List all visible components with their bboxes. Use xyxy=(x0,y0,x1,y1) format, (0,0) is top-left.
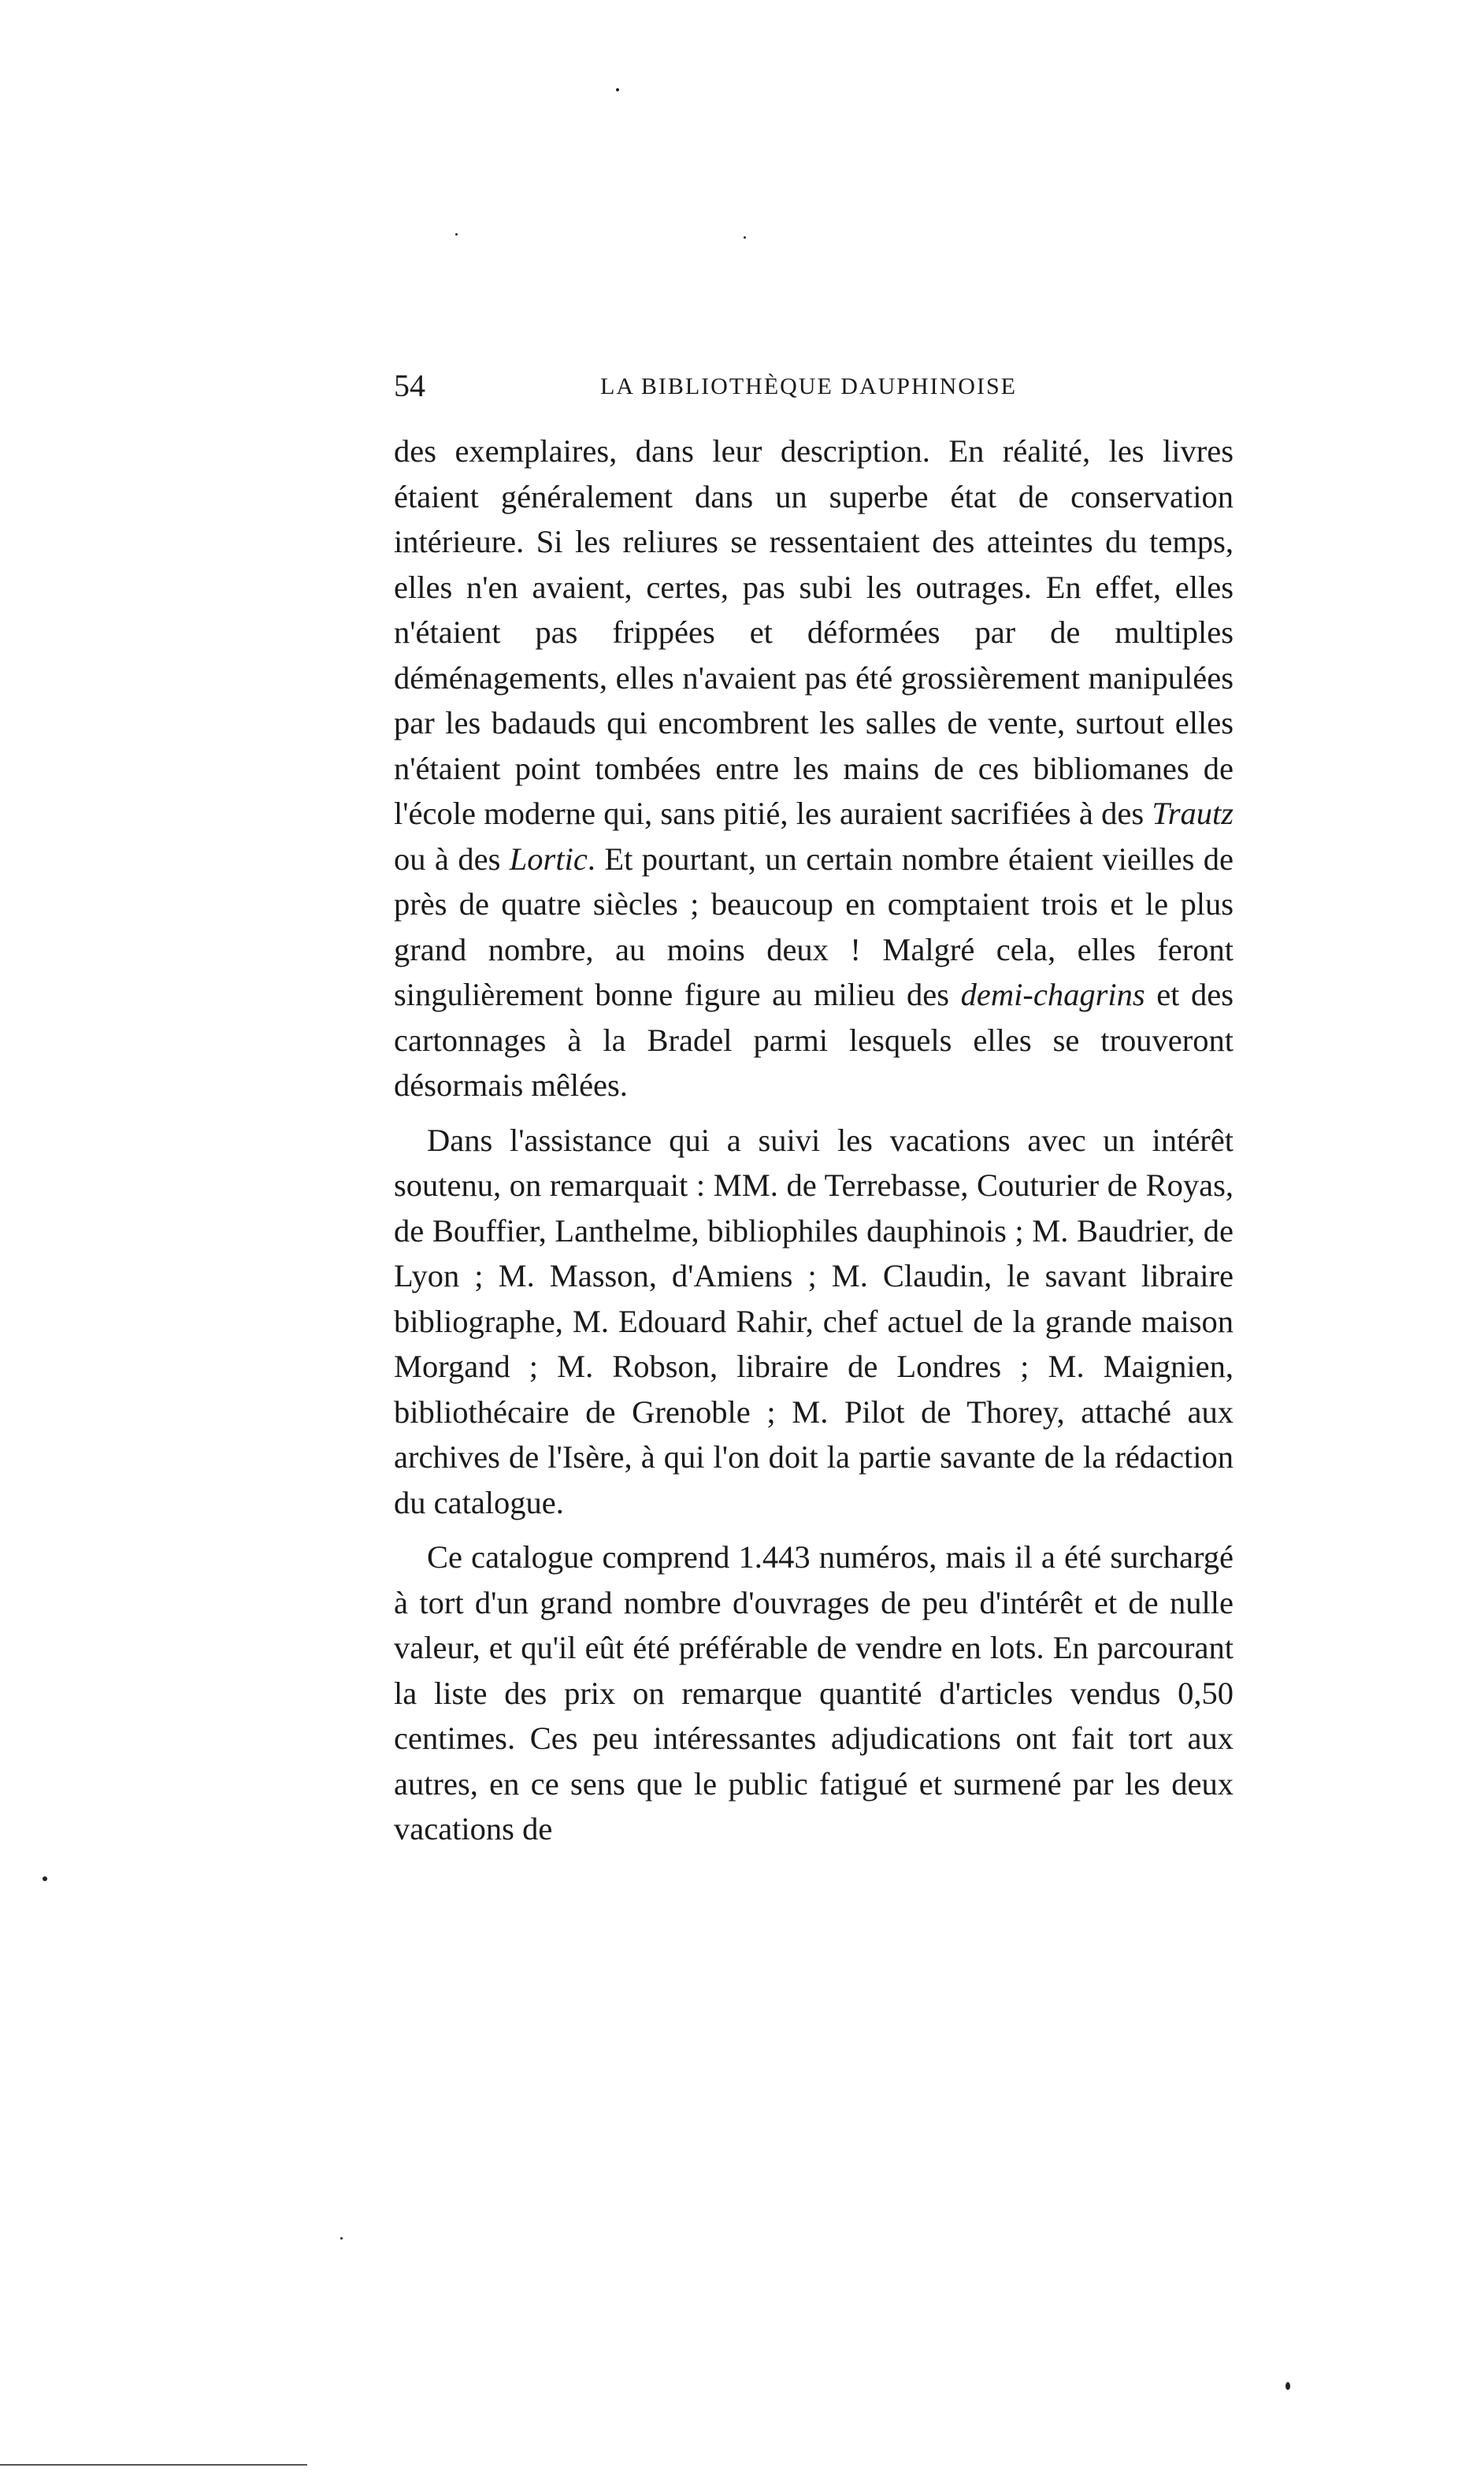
ink-speck xyxy=(616,88,619,91)
italic-text: Lortic xyxy=(509,841,588,877)
ink-speck xyxy=(744,236,746,239)
text-run: des exemplaires, dans leur description. En réalité, les livres étaient généralement dans un superbe état de conservation intérieure. Si les reliures se ressentaient des atteintes du temps, elles n'en avaient, certes, pas subi les outrages. En effet, elles n'étaient pas frippées et déformées par de multiples déménagements, elles n'avaient pas été grossièrement manipulées par les badauds qui encombrent les salles de vente, surtout elles n'étaient point tombées entre les mains de ces bibliomanes de l'école moderne qui, sans pitié, les auraient sacrifiées à des xyxy=(394,433,1234,831)
paragraph xyxy=(394,1535,1234,1852)
page-header xyxy=(394,367,1232,414)
page-number: 54 xyxy=(394,368,425,403)
italic-text: Trautz xyxy=(1152,796,1234,831)
paragraph xyxy=(394,1118,1234,1526)
running-title: LA BIBLIOTHÈQUE DAUPHINOISE xyxy=(600,373,1017,399)
text-run: Dans l'assistance qui a suivi les vacations avec un intérêt soutenu, on remarquait : MM. de Terrebasse, Couturier de Royas, de Bouffier, Lanthelme, bibliophiles dauphinois ; M. Baudrier, de Lyon ; M. Masson, d'Amiens ; M. Claudin, le savant libraire bibliographe, M. Edouard Rahir, chef actuel de la grande maison Morgand ; M. Robson, libraire de Londres ; M. Maignien, bibliothécaire de Grenoble ; M. Pilot de Thorey, attaché aux archives de l'Isère, à qui l'on doit la partie savante de la rédaction du catalogue. xyxy=(394,1122,1234,1520)
text-run: . Et pourtant, un certain nombre étaient vieilles de près de quatre siècles ; beaucoup en comptaient trois et le plus grand nombre, au moins deux ! Malgré cela, elles feront singulièrement bonne figure au milieu des xyxy=(394,841,1234,1012)
italic-text: demi-chagrins xyxy=(960,977,1145,1012)
text-run: ou à des xyxy=(394,841,510,877)
text-run: et des cartonnages à la Bradel parmi lesquels elles se trouveront désormais mêlées. xyxy=(394,977,1234,1103)
text-run: Ce catalogue comprend 1.443 numéros, mais il a été surchargé à tort d'un grand nombre d'ouvrages de peu d'intérêt et de nulle valeur, et qu'il eût été préférable de vendre en lots. En parcourant la liste des prix on remarque quantité d'articles vendus 0,50 centimes. Ces peu intéressantes adjudications ont fait tort aux autres, en ce sens que le public fatigué et surmené par les deux vacations de xyxy=(394,1539,1234,1846)
body-text xyxy=(394,429,1234,1861)
paragraph xyxy=(394,429,1234,1108)
ink-speck xyxy=(1286,2382,1290,2390)
scan-edge-line xyxy=(0,2464,307,2466)
ink-speck xyxy=(43,1876,47,1881)
ink-speck xyxy=(340,2237,343,2240)
ink-speck xyxy=(455,233,458,236)
